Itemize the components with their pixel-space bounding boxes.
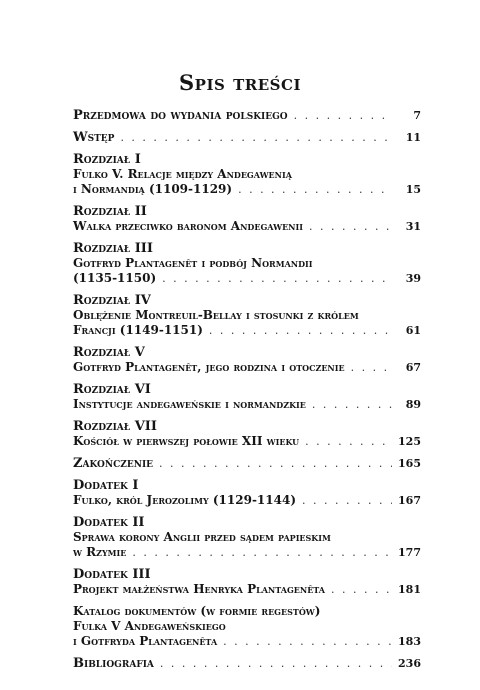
dot-leader [331, 582, 392, 597]
toc-entry-line [73, 456, 421, 471]
toc-page-number: 61 [405, 324, 421, 337]
toc-page-number: 67 [405, 361, 421, 374]
dot-leader [312, 397, 393, 412]
toc-entry-title: Instytucje andegaweńskie i normandzkie [73, 397, 306, 411]
toc-entry-title: Bibliografia [73, 656, 154, 671]
page-title: Spis treści [179, 70, 301, 95]
toc-entry-title: Oblężenie Montreuil-Bellay i stosunki z królem [73, 308, 359, 322]
toc-entry-line [73, 219, 421, 234]
toc-page-number: 167 [398, 494, 421, 507]
dot-leader [120, 130, 393, 145]
toc-entry [73, 241, 421, 286]
toc-entry-title: w Rzymie [73, 545, 127, 559]
toc-entry-title: Fulko, król Jerozolimy (1129-1144) [73, 493, 297, 507]
dot-leader [223, 634, 392, 649]
toc-page-number: 183 [398, 635, 421, 648]
toc-entry-label: Dodatek III [73, 567, 151, 582]
toc-entry [73, 382, 421, 412]
toc-entry-line [73, 108, 421, 123]
toc-entry-line [73, 493, 421, 508]
toc-page-number: 89 [405, 398, 421, 411]
dot-leader [160, 656, 392, 671]
toc-entry-title: Walka przeciwko baronom Andegawenii [73, 219, 303, 233]
toc-entry-line [73, 360, 421, 375]
toc-entry-label: Rozdział VII [73, 419, 157, 434]
toc-entry-title: Francji (1149-1151) [73, 323, 203, 337]
dot-leader [159, 456, 392, 471]
toc-entry-line [73, 656, 421, 671]
toc-entry-line [73, 434, 421, 449]
toc-page-number: 11 [405, 131, 421, 144]
toc-page-number: 7 [413, 109, 421, 122]
toc-entry-title: Gotfryd Plantagenêt i podbój Normandii [73, 256, 313, 270]
toc-entry-line [73, 323, 421, 338]
toc-entry [73, 478, 421, 508]
toc-entry-line [73, 545, 421, 560]
toc-entry-title: Fulko V. Relacje między Andegawenią [73, 167, 292, 181]
toc-entry [73, 567, 421, 597]
dot-leader [302, 493, 392, 508]
dot-leader [294, 108, 393, 123]
toc-entry-title: Projekt małżeństwa Henryka Plantagenêta [73, 582, 326, 596]
toc-entry [73, 515, 421, 560]
toc-page-number: 177 [398, 546, 421, 559]
dot-leader [305, 434, 392, 449]
toc-entry-title: Kościół w pierwszej połowie XII wieku [73, 434, 300, 448]
dot-leader [209, 323, 393, 338]
toc-entry-title: Przedmowa do wydania polskiego [73, 108, 288, 123]
toc-entry-label: Dodatek II [73, 515, 145, 530]
toc-entry-title: Gotfryd Plantagenêt, jego rodzina i otoczenie [73, 360, 345, 374]
dot-leader [351, 360, 393, 375]
toc-entry [73, 108, 421, 123]
toc-page-number: 39 [405, 272, 421, 285]
toc-entry-label: Rozdział VI [73, 382, 151, 397]
toc-page-number: 125 [398, 435, 421, 448]
toc-entry-label: Rozdział I [73, 152, 141, 167]
toc-entry-line [73, 271, 421, 286]
toc-entry-label: Dodatek I [73, 478, 139, 493]
toc-entry [73, 345, 421, 375]
dot-leader [162, 271, 393, 286]
toc-entry-title: Fulka V Andegaweńskiego [73, 619, 226, 633]
toc-entry [73, 130, 421, 145]
dot-leader [132, 545, 392, 560]
toc-entry [73, 656, 421, 671]
dot-leader [238, 182, 393, 197]
toc-entry-line [73, 182, 421, 197]
toc-entry-line [73, 582, 421, 597]
toc-entry-label: Rozdział IV [73, 293, 151, 308]
toc-entry-line [73, 397, 421, 412]
toc-entry-title: Sprawa korony Anglii przed sądem papieskim [73, 530, 331, 544]
toc-entry [73, 419, 421, 449]
toc-entry [73, 293, 421, 338]
toc-entry-label: Rozdział V [73, 345, 145, 360]
toc-entry [73, 604, 421, 649]
toc-entry [73, 456, 421, 471]
toc-entry-label: Rozdział III [73, 241, 153, 256]
toc-entry-title: Wstęp [73, 130, 115, 145]
toc-entry [73, 152, 421, 197]
toc-entry-title: i Gotfryda Plantagenêta [73, 634, 218, 648]
toc-entry-title: (1135-1150) [73, 271, 157, 285]
toc-page-number: 31 [405, 220, 421, 233]
toc-page-number: 165 [398, 457, 421, 470]
toc-entry [73, 204, 421, 234]
toc-entry-title: Zakończenie [73, 456, 154, 471]
toc-entry-line [73, 130, 421, 145]
toc-entry-title: i Normandią (1109-1129) [73, 182, 233, 196]
toc-page-number: 181 [398, 583, 421, 596]
toc-entry-label: Rozdział II [73, 204, 147, 219]
dot-leader [309, 219, 393, 234]
toc-entry-line [73, 634, 421, 649]
toc-entry-title: Katalog dokumentów (w formie regestów) [73, 604, 321, 618]
toc-page-number: 15 [405, 183, 421, 196]
table-of-contents [73, 108, 421, 678]
toc-page-number: 236 [398, 657, 421, 670]
